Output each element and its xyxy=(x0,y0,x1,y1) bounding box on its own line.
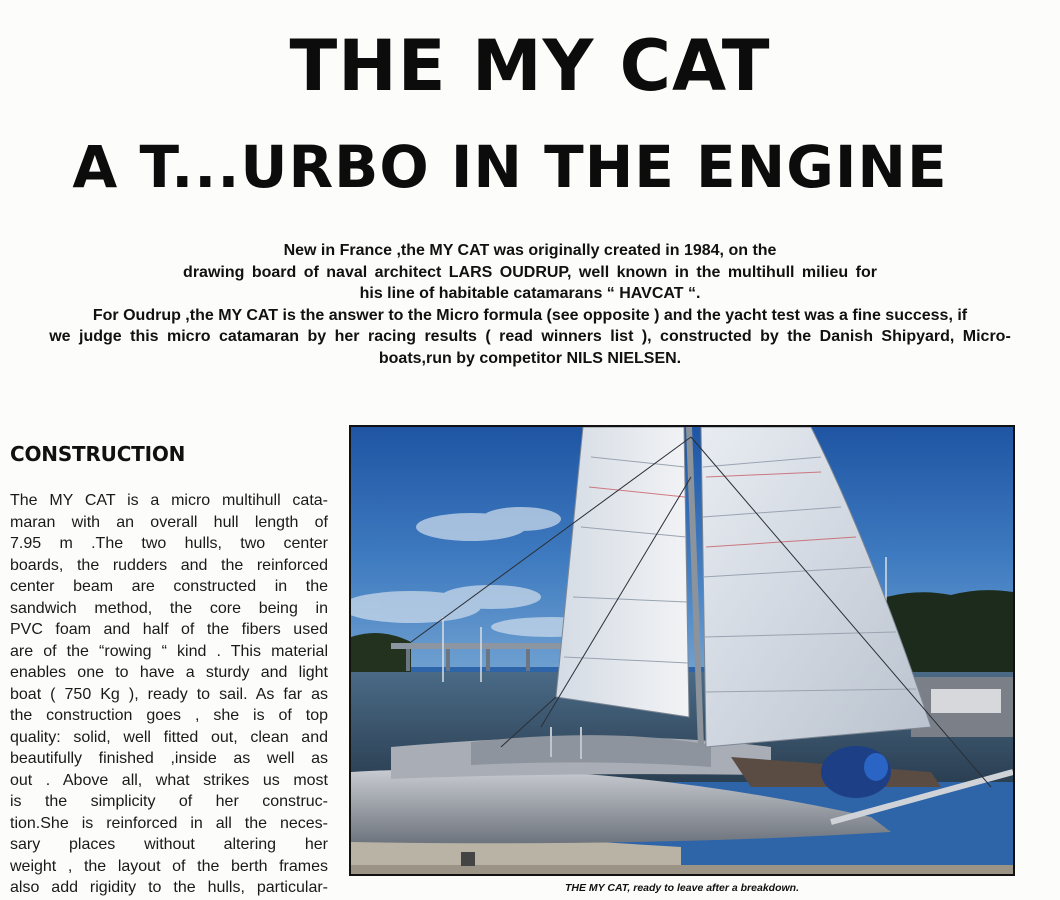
body-line: sandwich method, the core being in xyxy=(10,599,328,617)
intro-line: New in France ,the MY CAT was originally created in 1984, on the xyxy=(283,242,777,259)
article-subtitle: A T...URBO IN THE ENGINE xyxy=(72,133,948,201)
body-line: weight , the layout of the berth frames xyxy=(10,857,328,875)
catamaran-photo xyxy=(349,425,1015,876)
construction-body xyxy=(10,490,328,899)
body-line: maran with an overall hull length of xyxy=(10,513,328,531)
body-line: also add rigidity to the hulls, particular- xyxy=(10,879,328,896)
body-line: quality: solid, well fitted out, clean and xyxy=(10,728,328,746)
body-line: is the simplicity of her construc- xyxy=(10,793,328,810)
photo-caption: THE MY CAT, ready to leave after a breakdown. xyxy=(565,882,799,894)
intro-line: his line of habitable catamarans “ HAVCAT “. xyxy=(359,285,701,302)
body-line: sary places without altering her xyxy=(10,836,328,853)
body-line: are of the “rowing “ kind . This material xyxy=(10,642,328,660)
intro-paragraph xyxy=(0,240,1060,369)
body-line: beautifully finished ,inside as well as xyxy=(10,750,328,767)
body-line: the construction goes , she is of top xyxy=(10,707,328,724)
intro-line: boats,run by competitor NILS NIELSEN. xyxy=(378,349,682,367)
body-line: center beam are constructed in the xyxy=(10,578,328,595)
construction-heading: CONSTRUCTION xyxy=(10,442,186,466)
body-line: 7.95 m .The two hulls, two center xyxy=(10,535,328,552)
body-line: boards, the rudders and the reinforced xyxy=(10,556,328,574)
article-title: THE MY CAT xyxy=(289,25,771,107)
intro-line: drawing board of naval architect LARS OUDRUP, well known in the multihull milieu for xyxy=(183,263,877,281)
body-line: The MY CAT is a micro multihull cata- xyxy=(10,492,328,509)
intro-line: we judge this micro catamaran by her racing results ( read winners list ), constructed by the Danish Shipyard, Micro- xyxy=(49,328,1011,345)
body-line: enables one to have a sturdy and light xyxy=(10,664,328,681)
body-line: boat ( 750 Kg ), ready to sail. As far as xyxy=(10,685,328,703)
body-line: PVC foam and half of the fibers used xyxy=(10,621,328,638)
body-line: out . Above all, what strikes us most xyxy=(10,771,328,789)
intro-line: For Oudrup ,the MY CAT is the answer to the Micro formula (see opposite ) and the yacht test was a fine success, if xyxy=(92,306,968,324)
body-line: tion.She is reinforced in all the neces- xyxy=(10,814,328,832)
